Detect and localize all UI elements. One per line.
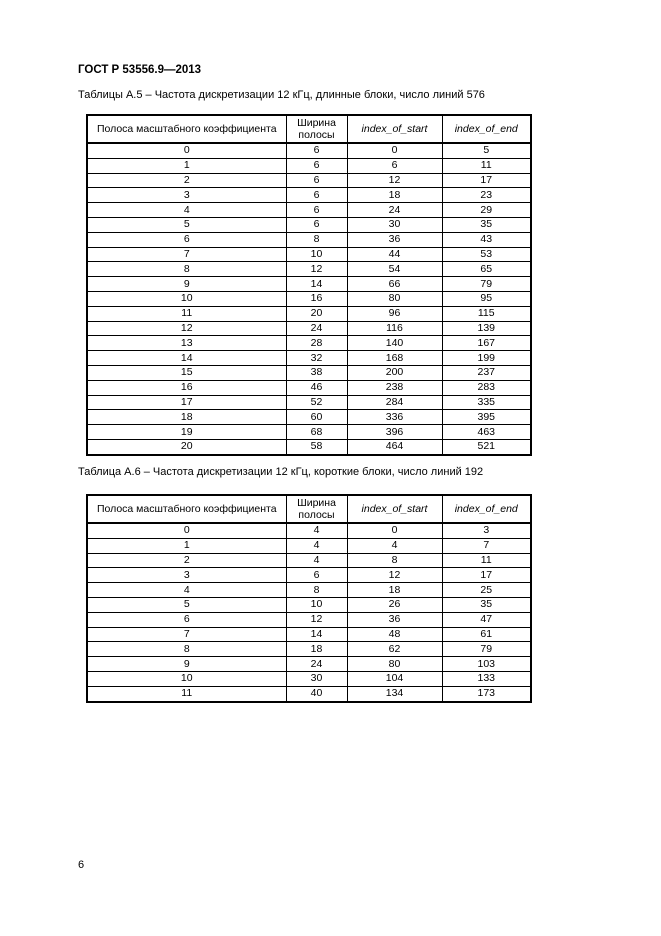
cell-index-start: 104 — [347, 671, 442, 686]
cell-index-end: 23 — [442, 188, 531, 203]
cell-width: 32 — [286, 351, 347, 366]
cell-width: 12 — [286, 262, 347, 277]
cell-index-end: 5 — [442, 143, 531, 158]
cell-band: 7 — [87, 627, 286, 642]
table-row — [87, 365, 531, 380]
cell-index-start: 18 — [347, 188, 442, 203]
table-row — [87, 439, 531, 454]
cell-index-start: 0 — [347, 523, 442, 538]
cell-index-start: 36 — [347, 612, 442, 627]
cell-band: 2 — [87, 173, 286, 188]
cell-band: 3 — [87, 188, 286, 203]
cell-index-start: 24 — [347, 203, 442, 218]
cell-width: 20 — [286, 306, 347, 321]
cell-width: 4 — [286, 523, 347, 538]
cell-band: 9 — [87, 277, 286, 292]
col-header-index-start: index_of_start — [347, 495, 442, 523]
cell-index-end: 53 — [442, 247, 531, 262]
cell-band: 8 — [87, 262, 286, 277]
cell-index-start: 66 — [347, 277, 442, 292]
table-row — [87, 642, 531, 657]
table-row — [87, 158, 531, 173]
cell-width: 6 — [286, 568, 347, 583]
table-row — [87, 232, 531, 247]
cell-band: 7 — [87, 247, 286, 262]
cell-width: 58 — [286, 439, 347, 454]
col-header-index-start: index_of_start — [347, 115, 442, 143]
cell-width: 6 — [286, 143, 347, 158]
cell-band: 2 — [87, 553, 286, 568]
cell-index-start: 54 — [347, 262, 442, 277]
table-row — [87, 306, 531, 321]
table-row — [87, 538, 531, 553]
cell-index-end: 283 — [442, 380, 531, 395]
cell-band: 18 — [87, 410, 286, 425]
cell-index-start: 62 — [347, 642, 442, 657]
cell-index-end: 47 — [442, 612, 531, 627]
cell-width: 24 — [286, 321, 347, 336]
table-row — [87, 568, 531, 583]
cell-index-start: 238 — [347, 380, 442, 395]
table-row — [87, 410, 531, 425]
cell-index-start: 6 — [347, 158, 442, 173]
document-id: ГОСТ Р 53556.9—2013 — [78, 64, 202, 76]
cell-width: 30 — [286, 671, 347, 686]
cell-band: 0 — [87, 523, 286, 538]
cell-index-start: 12 — [347, 173, 442, 188]
cell-width: 14 — [286, 277, 347, 292]
table-row — [87, 277, 531, 292]
cell-index-end: 79 — [442, 642, 531, 657]
col-header-width: Ширина полосы — [286, 495, 347, 523]
cell-width: 10 — [286, 247, 347, 262]
cell-band: 20 — [87, 439, 286, 454]
cell-index-end: 335 — [442, 395, 531, 410]
cell-index-start: 44 — [347, 247, 442, 262]
col-header-index-end: index_of_end — [442, 495, 531, 523]
cell-index-start: 4 — [347, 538, 442, 553]
cell-index-start: 284 — [347, 395, 442, 410]
cell-band: 10 — [87, 291, 286, 306]
table-row — [87, 553, 531, 568]
table-row — [87, 336, 531, 351]
cell-width: 38 — [286, 365, 347, 380]
table-row — [87, 143, 531, 158]
cell-index-start: 80 — [347, 657, 442, 672]
col-header-width: Ширина полосы — [286, 115, 347, 143]
cell-index-start: 0 — [347, 143, 442, 158]
cell-index-start: 134 — [347, 686, 442, 701]
cell-width: 14 — [286, 627, 347, 642]
cell-width: 4 — [286, 553, 347, 568]
table-a6 — [86, 494, 532, 703]
cell-index-end: 521 — [442, 439, 531, 454]
table-row — [87, 203, 531, 218]
cell-band: 8 — [87, 642, 286, 657]
cell-width: 8 — [286, 232, 347, 247]
cell-index-end: 61 — [442, 627, 531, 642]
cell-width: 6 — [286, 158, 347, 173]
cell-index-start: 464 — [347, 439, 442, 454]
cell-index-start: 12 — [347, 568, 442, 583]
cell-index-end: 115 — [442, 306, 531, 321]
cell-band: 4 — [87, 203, 286, 218]
cell-width: 8 — [286, 583, 347, 598]
table-row — [87, 321, 531, 336]
cell-index-start: 168 — [347, 351, 442, 366]
cell-index-start: 140 — [347, 336, 442, 351]
col-header-index-end: index_of_end — [442, 115, 531, 143]
cell-band: 1 — [87, 158, 286, 173]
cell-index-start: 116 — [347, 321, 442, 336]
cell-index-end: 167 — [442, 336, 531, 351]
table1-caption: Таблицы А.5 – Частота дискретизации 12 кГц, длинные блоки, число линий 576 — [78, 89, 485, 101]
cell-index-end: 35 — [442, 597, 531, 612]
cell-band: 15 — [87, 365, 286, 380]
cell-index-end: 17 — [442, 568, 531, 583]
page-number: 6 — [78, 859, 85, 871]
cell-band: 16 — [87, 380, 286, 395]
cell-index-end: 29 — [442, 203, 531, 218]
cell-band: 1 — [87, 538, 286, 553]
cell-index-end: 11 — [442, 158, 531, 173]
cell-band: 11 — [87, 686, 286, 701]
cell-width: 68 — [286, 425, 347, 440]
table2-caption: Таблица А.6 – Частота дискретизации 12 кГц, короткие блоки, число линий 192 — [78, 466, 484, 478]
table-header-row — [87, 495, 531, 523]
cell-width: 6 — [286, 203, 347, 218]
cell-width: 60 — [286, 410, 347, 425]
table-header-row — [87, 115, 531, 143]
cell-width: 28 — [286, 336, 347, 351]
cell-index-end: 3 — [442, 523, 531, 538]
cell-index-end: 463 — [442, 425, 531, 440]
cell-index-end: 25 — [442, 583, 531, 598]
table-row — [87, 597, 531, 612]
cell-width: 16 — [286, 291, 347, 306]
cell-index-start: 48 — [347, 627, 442, 642]
cell-index-end: 95 — [442, 291, 531, 306]
table-row — [87, 627, 531, 642]
cell-band: 5 — [87, 597, 286, 612]
cell-index-end: 35 — [442, 217, 531, 232]
cell-index-start: 200 — [347, 365, 442, 380]
cell-band: 11 — [87, 306, 286, 321]
cell-index-start: 36 — [347, 232, 442, 247]
table-row — [87, 671, 531, 686]
cell-index-end: 139 — [442, 321, 531, 336]
table-row — [87, 583, 531, 598]
table-row — [87, 217, 531, 232]
table-row — [87, 523, 531, 538]
cell-index-end: 11 — [442, 553, 531, 568]
cell-index-end: 65 — [442, 262, 531, 277]
cell-index-start: 30 — [347, 217, 442, 232]
cell-band: 6 — [87, 612, 286, 627]
cell-band: 0 — [87, 143, 286, 158]
table-row — [87, 380, 531, 395]
table-row — [87, 351, 531, 366]
cell-index-end: 133 — [442, 671, 531, 686]
cell-width: 6 — [286, 188, 347, 203]
cell-index-start: 396 — [347, 425, 442, 440]
table-row — [87, 173, 531, 188]
table-row — [87, 425, 531, 440]
cell-index-end: 79 — [442, 277, 531, 292]
table-row — [87, 262, 531, 277]
cell-width: 10 — [286, 597, 347, 612]
cell-index-start: 26 — [347, 597, 442, 612]
cell-index-start: 8 — [347, 553, 442, 568]
cell-index-start: 18 — [347, 583, 442, 598]
table-row — [87, 686, 531, 701]
cell-width: 46 — [286, 380, 347, 395]
cell-band: 5 — [87, 217, 286, 232]
cell-band: 4 — [87, 583, 286, 598]
cell-band: 13 — [87, 336, 286, 351]
cell-index-end: 199 — [442, 351, 531, 366]
cell-index-end: 173 — [442, 686, 531, 701]
col-header-band: Полоса масштабного коэффициента — [87, 115, 286, 143]
table-row — [87, 395, 531, 410]
cell-width: 52 — [286, 395, 347, 410]
cell-index-end: 7 — [442, 538, 531, 553]
table-row — [87, 291, 531, 306]
table-row — [87, 657, 531, 672]
cell-width: 6 — [286, 173, 347, 188]
cell-width: 24 — [286, 657, 347, 672]
cell-band: 19 — [87, 425, 286, 440]
table-row — [87, 188, 531, 203]
cell-index-end: 237 — [442, 365, 531, 380]
cell-width: 4 — [286, 538, 347, 553]
cell-band: 9 — [87, 657, 286, 672]
cell-index-start: 80 — [347, 291, 442, 306]
cell-index-start: 336 — [347, 410, 442, 425]
cell-index-end: 43 — [442, 232, 531, 247]
cell-index-start: 96 — [347, 306, 442, 321]
cell-width: 6 — [286, 217, 347, 232]
cell-band: 3 — [87, 568, 286, 583]
cell-band: 6 — [87, 232, 286, 247]
cell-width: 18 — [286, 642, 347, 657]
cell-width: 12 — [286, 612, 347, 627]
cell-band: 14 — [87, 351, 286, 366]
cell-index-end: 17 — [442, 173, 531, 188]
cell-index-end: 103 — [442, 657, 531, 672]
col-header-band: Полоса масштабного коэффициента — [87, 495, 286, 523]
cell-index-end: 395 — [442, 410, 531, 425]
table-row — [87, 247, 531, 262]
table-a5 — [86, 114, 532, 456]
cell-band: 12 — [87, 321, 286, 336]
cell-band: 17 — [87, 395, 286, 410]
table-row — [87, 612, 531, 627]
cell-width: 40 — [286, 686, 347, 701]
cell-band: 10 — [87, 671, 286, 686]
